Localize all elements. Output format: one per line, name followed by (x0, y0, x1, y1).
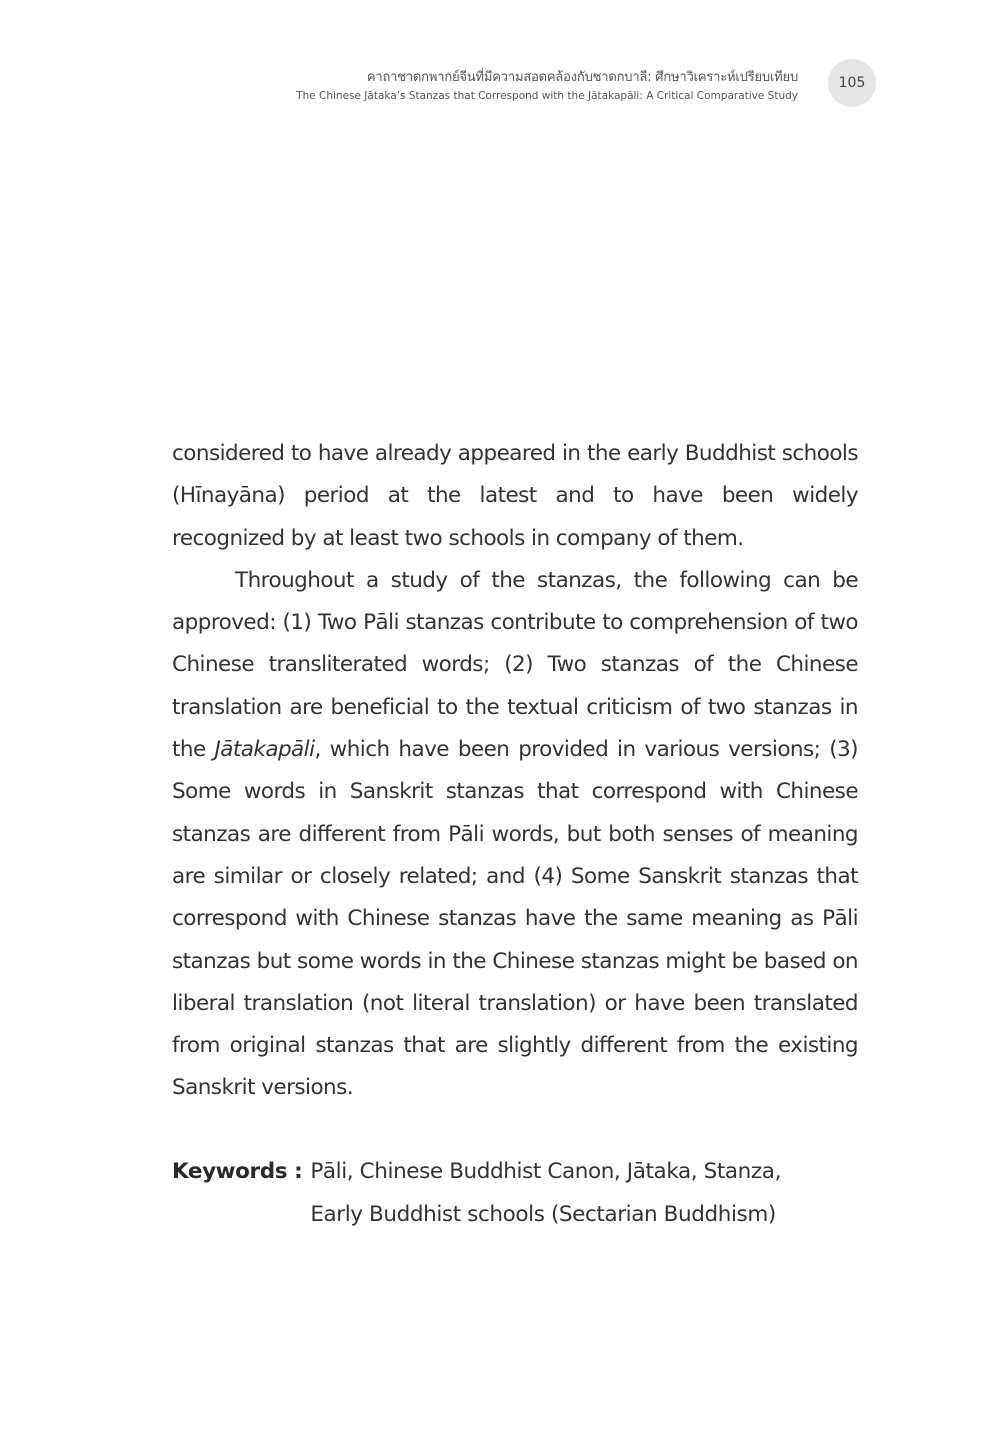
keywords-section (172, 1150, 858, 1236)
keywords-separator: : (294, 1159, 303, 1184)
jatakapali-italic-term: Jātakapāli (214, 737, 315, 763)
keywords-line-2: Early Buddhist schools (Sectarian Buddhism) (310, 1202, 776, 1227)
abstract-paragraph-2 (172, 560, 858, 1110)
abstract-body (172, 433, 858, 1110)
page-number-badge: 105 (828, 59, 876, 107)
keywords-line-1: Pāli, Chinese Buddhist Canon, Jātaka, Stanza, (310, 1159, 782, 1184)
keywords-label (172, 1150, 310, 1236)
abstract-paragraph-2-text-end: , which have been provided in various versions; (3) Some words in Sanskrit stanzas that correspond with Chinese stanzas are different from Pāli words, but both senses of meaning are similar or closely related; and (4) Some Sanskrit stanzas that correspond with Chinese stanzas have the same meaning as Pāli stanzas but some words in the Chinese stanzas might be based on liberal translation (not literal translation) or have been translated from original stanzas that are slightly different from the existing Sanskrit versions. (172, 737, 858, 1101)
running-header-english-title: The Chinese Jātaka’s Stanzas that Correspond with the Jātakapāli: A Critical Comparative Study (296, 90, 798, 102)
running-header-thai-title: คาถาชาดกพากย์จีนที่มีความสอดคล้องกับชาดกบาลี: ศึกษาวิเคราะห์เปรียบเทียบ (366, 70, 798, 85)
abstract-paragraph-1: considered to have already appeared in the early Buddhist schools (Hīnayāna) period at the latest and to have been widely recognized by at least two schools in company of them. (172, 441, 858, 551)
keywords-label-text: Keywords (172, 1159, 288, 1184)
abstract-paragraph-2-text-start: Throughout a study of the stanzas, the following can be approved: (1) Two Pāli stanzas contribute to comprehension of two Chinese transliterated words; (2) Two stanzas of the Chinese translation are beneficial to the textual criticism of two stanzas in the (172, 567, 858, 763)
keywords-list (310, 1150, 781, 1236)
running-header (296, 68, 798, 104)
